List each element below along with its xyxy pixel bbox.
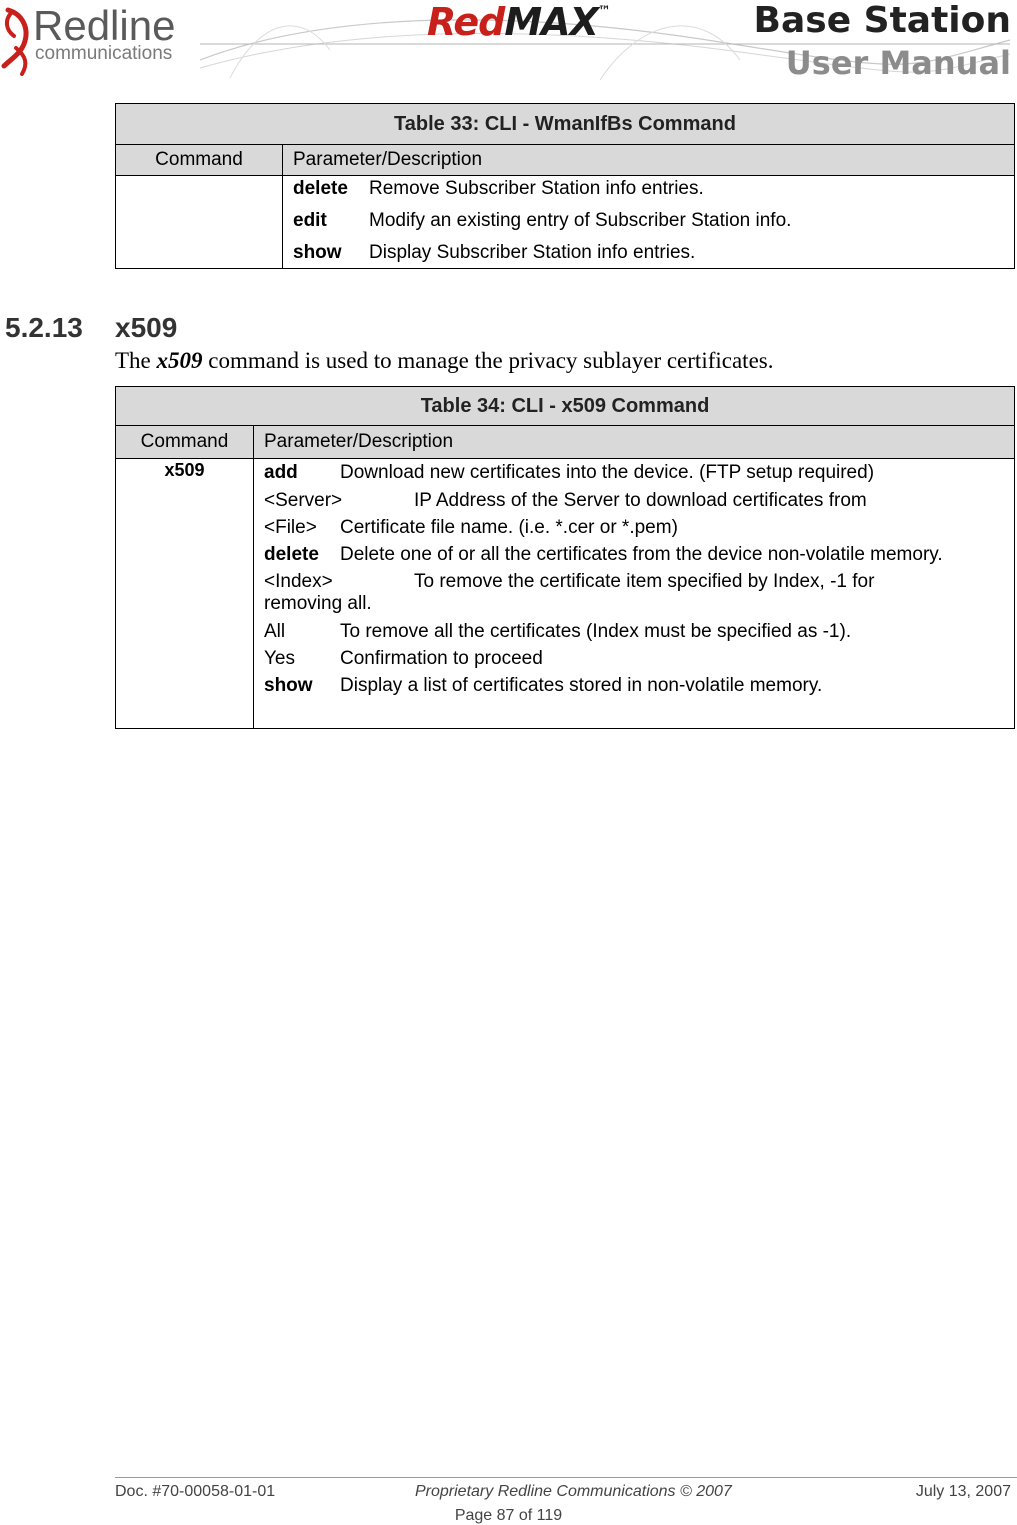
keyword: <File>: [264, 517, 317, 538]
list-item: [254, 672, 1014, 727]
description: Display Subscriber Station info entries.: [369, 242, 696, 263]
footer-divider: [115, 1477, 1017, 1478]
intro-text: command is used to manage the privacy sublayer certificates.: [202, 348, 774, 373]
product-name-max: MAX: [504, 0, 598, 44]
product-name-red: Red: [427, 0, 505, 44]
section-intro: [115, 348, 773, 374]
keyword: <Server>: [264, 490, 343, 511]
column-header-command: Command: [116, 426, 254, 459]
footer-proprietary: Proprietary Redline Communications © 2007: [415, 1483, 732, 1500]
list-item: [254, 618, 1014, 645]
section-number: 5.2.13: [5, 312, 83, 343]
command-cell: x509: [116, 459, 254, 729]
column-header-parameter: Parameter/Description: [283, 145, 1015, 176]
intro-command: x509: [156, 348, 203, 373]
keyword: All: [264, 621, 286, 642]
keyword: delete: [264, 544, 319, 565]
description: IP Address of the Server to download certificates from: [414, 490, 867, 511]
header-title: Base Station: [753, 0, 1011, 41]
description: To remove all the certificates (Index must be specified as -1).: [340, 621, 852, 642]
description: Modify an existing entry of Subscriber Station info.: [369, 210, 792, 231]
keyword: edit: [293, 210, 327, 231]
page-header: [0, 0, 1017, 86]
trademark-symbol: ™: [597, 4, 610, 19]
description: Delete one of or all the certificates from the device non-volatile memory.: [340, 544, 943, 565]
parameter-cell: [254, 459, 1015, 729]
description: To remove the certificate item specified by Index, -1 for: [414, 571, 875, 592]
description: Confirmation to proceed: [340, 648, 543, 669]
table-34: [115, 386, 1015, 729]
intro-text: The: [115, 348, 157, 373]
list-item: [283, 240, 1014, 268]
description-continued: removing all.: [264, 593, 372, 614]
description: Display a list of certificates stored in non-volatile memory.: [340, 675, 823, 696]
logo-wordmark: Redline: [33, 2, 176, 49]
list-item: [254, 568, 1014, 618]
page-number: Page 87 of 119: [454, 1507, 563, 1524]
keyword: show: [264, 675, 313, 696]
parameter-cell: [283, 176, 1015, 269]
product-name: [427, 0, 610, 44]
list-item: [283, 176, 1014, 208]
list-item: [254, 459, 1014, 487]
column-header-command: Command: [116, 145, 283, 176]
description: Download new certificates into the device. (FTP setup required): [340, 462, 875, 483]
column-header-parameter: Parameter/Description: [254, 426, 1015, 459]
table-33: [115, 103, 1015, 269]
keyword: Yes: [264, 648, 295, 669]
keyword: add: [264, 462, 298, 483]
keyword: <Index>: [264, 571, 333, 592]
command-cell: [116, 176, 283, 269]
list-item: [254, 541, 1014, 568]
keyword: delete: [293, 178, 348, 199]
list-item: [254, 514, 1014, 541]
keyword: show: [293, 242, 342, 263]
table-caption: Table 33: CLI - WmanIfBs Command: [116, 104, 1015, 145]
logo-subtitle: communications: [35, 43, 173, 64]
section-title: x509: [115, 312, 178, 343]
footer-date: July 13, 2007: [915, 1483, 1011, 1500]
list-item: [283, 208, 1014, 240]
description: Certificate file name. (i.e. *.cer or *.pem): [340, 517, 678, 538]
table-caption: Table 34: CLI - x509 Command: [116, 387, 1015, 426]
list-item: [254, 487, 1014, 514]
redline-logo: [0, 0, 210, 80]
header-subtitle: User Manual: [785, 44, 1011, 82]
list-item: [254, 645, 1014, 672]
footer-doc-number: Doc. #70-00058-01-01: [115, 1483, 276, 1500]
description: Remove Subscriber Station info entries.: [369, 178, 704, 199]
